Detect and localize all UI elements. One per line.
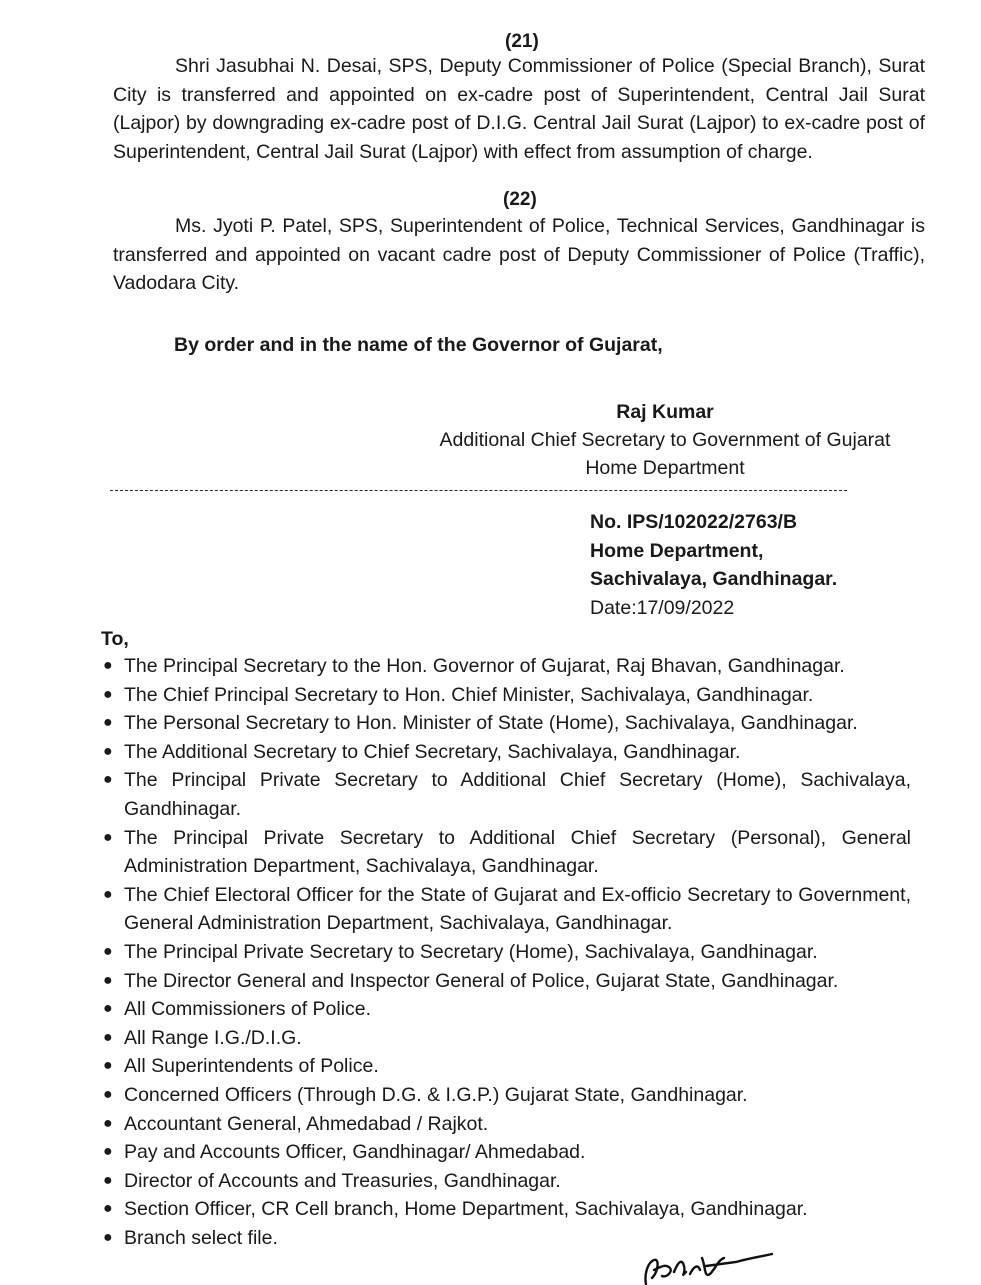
bullet-icon: ● xyxy=(103,714,113,732)
recipient-text: All Range I.G./D.I.G. xyxy=(124,1026,302,1049)
bullet-icon: ● xyxy=(103,1057,113,1075)
bullet-icon: ● xyxy=(103,742,113,760)
signatory-block xyxy=(430,398,900,482)
bullet-icon: ● xyxy=(103,1085,113,1103)
reference-date: Date:17/09/2022 xyxy=(590,596,735,619)
recipient-item xyxy=(101,1052,911,1081)
recipient-item xyxy=(101,681,911,710)
signatory-designation: Additional Chief Secretary to Government of Gujarat xyxy=(439,429,891,451)
recipient-item xyxy=(101,1195,911,1224)
recipient-text: Concerned Officers (Through D.G. & I.G.P.) Gujarat State, Gandhinagar. xyxy=(124,1083,748,1106)
recipient-text: The Additional Secretary to Chief Secretary, Sachivalaya, Gandhinagar. xyxy=(124,740,741,763)
section-21-paragraph: Shri Jasubhai N. Desai, SPS, Deputy Commissioner of Police (Special Branch), Surat City is transferred and appointed on ex-cadre post of Superintendent, Central Jail Surat (Lajpor) by downgrading ex-cadre post of D.I.G. Central Jail Surat (Lajpor) to ex-cadre post of Superintendent, Central Jail Surat (Lajpor) with effect from assumption of charge. xyxy=(113,55,925,163)
order-statement: By order and in the name of the Governor of Gujarat, xyxy=(174,334,663,356)
recipient-text: The Director General and Inspector General of Police, Gujarat State, Gandhinagar. xyxy=(124,969,839,992)
recipient-text: All Commissioners of Police. xyxy=(124,998,372,1021)
recipient-item xyxy=(101,1224,911,1253)
reference-department: Home Department, xyxy=(590,539,764,562)
recipient-item xyxy=(101,967,911,996)
recipient-item xyxy=(101,1167,911,1196)
recipient-item xyxy=(101,766,911,823)
recipient-text: The Chief Electoral Officer for the State of Gujarat and Ex-officio Secretary to Government, General Administration Department, Sachivalaya, Gandhinagar. xyxy=(124,883,911,935)
recipient-text: The Principal Private Secretary to Secretary (Home), Sachivalaya, Gandhinagar. xyxy=(124,940,818,963)
recipient-text: Section Officer, CR Cell branch, Home Department, Sachivalaya, Gandhinagar. xyxy=(124,1198,808,1221)
to-label: To, xyxy=(101,628,129,650)
recipient-text: The Personal Secretary to Hon. Minister of State (Home), Sachivalaya, Gandhinagar. xyxy=(124,712,858,735)
bullet-icon: ● xyxy=(103,1228,113,1246)
recipient-list xyxy=(101,652,911,1252)
recipient-item xyxy=(101,1024,911,1053)
bullet-icon: ● xyxy=(103,971,113,989)
bullet-icon: ● xyxy=(103,828,113,846)
recipient-item xyxy=(101,1110,911,1139)
bullet-icon: ● xyxy=(103,1000,113,1018)
bullet-icon: ● xyxy=(103,771,113,789)
bullet-icon: ● xyxy=(103,1028,113,1046)
recipient-text: The Principal Secretary to the Hon. Governor of Gujarat, Raj Bhavan, Gandhinagar. xyxy=(124,655,845,677)
recipient-text: Pay and Accounts Officer, Gandhinagar/ Ahmedabad. xyxy=(124,1141,586,1164)
bullet-icon: ● xyxy=(103,1200,113,1218)
reference-block xyxy=(590,508,837,622)
recipient-item xyxy=(101,652,911,681)
section-number-21: (21) xyxy=(505,31,539,52)
recipient-item xyxy=(101,709,911,738)
recipient-text: The Chief Principal Secretary to Hon. Chief Minister, Sachivalaya, Gandhinagar. xyxy=(124,683,814,706)
bullet-icon: ● xyxy=(103,885,113,903)
signatory-name: Raj Kumar xyxy=(616,401,714,423)
recipient-item xyxy=(101,995,911,1024)
reference-number: No. IPS/102022/2763/B xyxy=(590,511,798,533)
bullet-icon: ● xyxy=(103,942,113,960)
bullet-icon: ● xyxy=(103,1143,113,1161)
handwritten-signature xyxy=(640,1248,780,1285)
bullet-icon: ● xyxy=(103,685,113,703)
reference-place: Sachivalaya, Gandhinagar. xyxy=(590,568,838,590)
recipient-text: All Superintendents of Police. xyxy=(124,1055,379,1078)
recipient-text: Branch select file. xyxy=(124,1226,278,1249)
recipient-text: Director of Accounts and Treasuries, Gandhinagar. xyxy=(124,1169,561,1192)
recipient-item xyxy=(101,738,911,767)
recipient-item xyxy=(101,1081,911,1110)
recipient-item xyxy=(101,824,911,881)
bullet-icon: ● xyxy=(103,657,113,674)
signatory-department: Home Department xyxy=(585,457,745,479)
recipient-text: Accountant General, Ahmedabad / Rajkot. xyxy=(124,1112,489,1135)
section-22-paragraph: Ms. Jyoti P. Patel, SPS, Superintendent of Police, Technical Services, Gandhinagar is transferred and appointed on vacant cadre post of Deputy Commissioner of Police (Traffic), Vadodara City. xyxy=(113,215,925,294)
recipient-text: The Principal Private Secretary to Additional Chief Secretary (Personal), General Administration Department, Sachivalaya, Gandhinagar. xyxy=(124,826,911,878)
recipient-item xyxy=(101,938,911,967)
dashed-divider xyxy=(110,490,847,491)
recipient-item xyxy=(101,881,911,938)
section-number-22: (22) xyxy=(503,189,537,210)
bullet-icon: ● xyxy=(103,1114,113,1132)
recipient-item xyxy=(101,1138,911,1167)
recipient-text: The Principal Private Secretary to Additional Chief Secretary (Home), Sachivalaya, Gandhinagar. xyxy=(124,769,911,820)
bullet-icon: ● xyxy=(103,1171,113,1189)
